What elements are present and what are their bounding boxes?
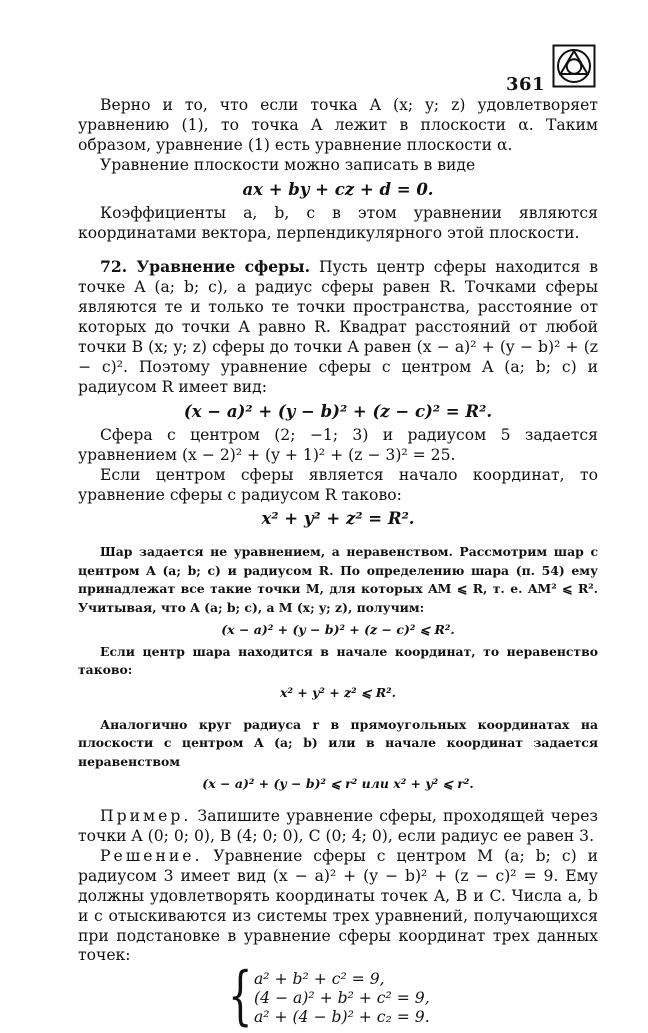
equation-system (228, 959, 598, 1033)
formula-disk: (x − a)² + (y − b)² ⩽ r² или x² + y² ⩽ r². (202, 776, 474, 792)
paragraph-sphere-example: Сфера с центром (2; −1; 3) и радиусом 5 задается уравнением (x − 2)² + (y + 1)² + (z − 3)² = 25. (78, 425, 598, 464)
formula-sphere-origin: x² + y² + z² = R². (261, 509, 415, 529)
system-equation-3: a² + (4 − b)² + c₂ = 9. (254, 1008, 430, 1027)
system-equation-2: (4 − a)² + b² + c² = 9, (254, 989, 430, 1008)
small-paragraph-disk: Аналогично круг радиуса r в прямоугольных координатах на плоскости с центром A (a; b) или в начале координат задается неравенством (78, 716, 598, 769)
sphere-intro-text: Пусть центр сферы находится в точке A (a; b; c), а радиус сферы равен R. Точками сферы являются те и только те точки пространства, расстояние от которых до точки A равно R. Квадрат расстояний от любой точки B (x; y; z) сферы до точки A равен (x − a)² + (y − b)² + (z − c)². Поэтому уравнение сферы с центром A (a; b; c) и радиусом R имеет вид: (78, 258, 598, 396)
paragraph-sphere-intro (78, 257, 598, 397)
paragraph-solution (78, 847, 598, 966)
paragraph-example (78, 807, 598, 847)
formula-ball-origin: x² + y² + z² ⩽ R². (280, 684, 396, 700)
system-equation-1: a² + b² + c² = 9, (254, 970, 385, 989)
circle-in-triangle-in-circle-icon (552, 44, 596, 88)
paragraph-plane-2: Уравнение плоскости можно записать в виде (100, 155, 476, 174)
page-number: 361 (506, 74, 546, 95)
formula-ball: (x − a)² + (y − b)² + (z − c)² ⩽ R². (221, 622, 455, 638)
page-content (78, 96, 598, 1033)
system-brace: { (228, 959, 253, 1033)
solution-text: Уравнение сферы с центром M (a; b; c) и радиусом 3 имеет вид (x − a)² + (y − b)² + (z − c)² = 9. Ему должны удовлетворять координаты точек A, B и C. Числа a, b и c отыскиваются из системы трех уравнений, получающихся при подстановке в уравнение сферы координат трех данных точек: (78, 846, 598, 965)
small-paragraph-ball: Шар задается не уравнением, а неравенством. Рассмотрим шар с центром A (a; b; c) и радиусом R. По определению шара (п. 54) ему принадлежат все такие точки M, для которых AM ⩽ R, т. е. AM² ⩽ R². Учитывая, что A (a; b; c), а M (x; y; z), получим: (78, 544, 598, 615)
section-heading: 72. Уравнение сферы. (100, 257, 311, 277)
paragraph-plane-1: Верно и то, что если точка A (x; y; z) удовлетворяет уравнению (1), то точка A лежит в плоскости α. Таким образом, уравнение (1) есть уравнение плоскости α. (78, 96, 598, 154)
solution-label: Решение. (100, 846, 203, 865)
formula-sphere: (x − a)² + (y − b)² + (z − c)² = R². (183, 401, 493, 421)
formula-plane: ax + by + cz + d = 0. (242, 179, 434, 199)
paragraph-plane-3: Коэффициенты a, b, c в этом уравнении являются координатами вектора, перпендикулярного этой плоскости. (78, 203, 598, 242)
example-label: Пример. (100, 807, 192, 826)
example-text: Запишите уравнение сферы, проходящей через точки A (0; 0; 0), B (4; 0; 0), C (0; 4; 0), если радиус ее равен 3. (78, 807, 598, 845)
small-paragraph-ball-origin: Если центр шара находится в начале координат, то неравенство таково: (78, 644, 598, 678)
paragraph-sphere-origin: Если центром сферы является начало координат, то уравнение сферы с радиусом R таково: (78, 465, 598, 504)
